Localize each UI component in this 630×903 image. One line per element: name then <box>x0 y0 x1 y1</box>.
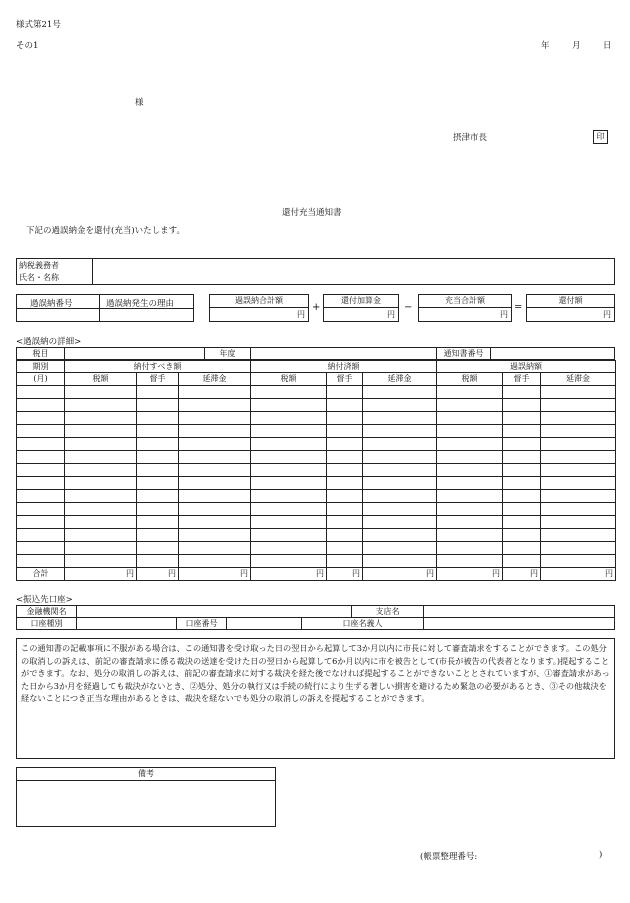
col-delay: 延滞金 <box>179 373 251 386</box>
detail-cell[interactable] <box>541 412 616 425</box>
detail-cell[interactable] <box>541 451 616 464</box>
equals-sign: = <box>514 302 523 313</box>
detail-cell[interactable] <box>541 399 616 412</box>
detail-row <box>17 386 616 399</box>
total-cell: 円 <box>327 568 363 581</box>
detail-cell[interactable] <box>179 477 251 490</box>
detail-cell[interactable] <box>17 516 65 529</box>
total-cell: 円 <box>179 568 251 581</box>
detail-cell[interactable] <box>65 386 137 399</box>
detail-cell[interactable] <box>65 438 137 451</box>
ledger-number-label: (帳票整理番号: <box>420 852 478 862</box>
detail-cell[interactable] <box>437 516 503 529</box>
detail-cell[interactable] <box>137 425 179 438</box>
detail-cell[interactable] <box>65 412 137 425</box>
detail-cell[interactable] <box>251 464 327 477</box>
detail-cell[interactable] <box>251 529 327 542</box>
detail-cell[interactable] <box>437 529 503 542</box>
detail-cell[interactable] <box>363 438 437 451</box>
detail-row <box>17 412 616 425</box>
branch-label: 支店名 <box>352 606 424 618</box>
detail-cell[interactable] <box>503 425 541 438</box>
detail-cell[interactable] <box>503 490 541 503</box>
detail-cell[interactable] <box>137 503 179 516</box>
detail-cell[interactable] <box>251 555 327 568</box>
overpay-total-box <box>209 294 309 322</box>
detail-cell[interactable] <box>17 451 65 464</box>
detail-cell[interactable] <box>179 386 251 399</box>
detail-cell[interactable] <box>363 490 437 503</box>
account-holder-label: 口座名義人 <box>302 618 424 630</box>
detail-cell[interactable] <box>437 399 503 412</box>
intro-text: 下記の過誤納金を還付(充当)いたします。 <box>26 226 185 236</box>
institution-label: 金融機関名 <box>17 606 77 618</box>
detail-cell[interactable] <box>327 399 363 412</box>
detail-cell[interactable] <box>17 464 65 477</box>
detail-cell[interactable] <box>541 386 616 399</box>
detail-cell[interactable] <box>363 412 437 425</box>
detail-row <box>17 516 616 529</box>
detail-cell[interactable] <box>137 477 179 490</box>
detail-cell[interactable] <box>17 399 65 412</box>
refund-addition-box <box>323 294 399 322</box>
detail-cell[interactable] <box>541 503 616 516</box>
detail-cell[interactable] <box>363 555 437 568</box>
month-label: (月) <box>17 373 65 386</box>
detail-cell[interactable] <box>137 464 179 477</box>
detail-cell[interactable] <box>179 542 251 555</box>
detail-cell[interactable] <box>251 425 327 438</box>
detail-cell[interactable] <box>65 529 137 542</box>
detail-cell[interactable] <box>437 464 503 477</box>
detail-cell[interactable] <box>437 451 503 464</box>
form-number: 様式第21号 <box>16 20 61 30</box>
detail-row <box>17 477 616 490</box>
detail-cell[interactable] <box>179 490 251 503</box>
detail-row <box>17 503 616 516</box>
sub-number: その1 <box>16 41 39 51</box>
col-demand: 督手 <box>503 373 541 386</box>
col-delay: 延滞金 <box>363 373 437 386</box>
detail-cell[interactable] <box>541 477 616 490</box>
detail-row <box>17 542 616 555</box>
detail-cell[interactable] <box>363 529 437 542</box>
detail-cell[interactable] <box>137 529 179 542</box>
detail-cell[interactable] <box>251 438 327 451</box>
notice-number-field[interactable] <box>491 348 615 360</box>
detail-cell[interactable] <box>137 451 179 464</box>
detail-cell[interactable] <box>503 477 541 490</box>
detail-cell[interactable] <box>179 464 251 477</box>
detail-cell[interactable] <box>137 399 179 412</box>
detail-cell[interactable] <box>541 425 616 438</box>
detail-cell[interactable] <box>17 386 65 399</box>
detail-cell[interactable] <box>327 386 363 399</box>
total-cell: 円 <box>65 568 137 581</box>
detail-cell[interactable] <box>541 542 616 555</box>
detail-cell[interactable] <box>17 477 65 490</box>
detail-cell[interactable] <box>179 399 251 412</box>
detail-cell[interactable] <box>437 386 503 399</box>
col-demand: 督手 <box>327 373 363 386</box>
detail-cell[interactable] <box>327 516 363 529</box>
detail-cell[interactable] <box>137 490 179 503</box>
detail-cell[interactable] <box>363 399 437 412</box>
detail-cell[interactable] <box>137 555 179 568</box>
account-number-field[interactable] <box>227 618 302 630</box>
col-demand: 督手 <box>137 373 179 386</box>
detail-cell[interactable] <box>179 555 251 568</box>
details-section-title: <過誤納の詳細> <box>16 337 82 347</box>
detail-cell[interactable] <box>179 516 251 529</box>
details-table <box>16 360 616 581</box>
remarks-label: 備考 <box>17 768 275 781</box>
total-cell: 円 <box>251 568 327 581</box>
total-label: 合計 <box>17 568 65 581</box>
detail-cell[interactable] <box>437 555 503 568</box>
detail-cell[interactable] <box>363 503 437 516</box>
detail-cell[interactable] <box>65 516 137 529</box>
detail-cell[interactable] <box>65 399 137 412</box>
account-number-label: 口座番号 <box>177 618 227 630</box>
account-type-field[interactable] <box>77 618 177 630</box>
appropriation-total-label: 充当合計額 <box>419 295 511 308</box>
overpay-total-label: 過誤納合計額 <box>210 295 308 308</box>
details-header-table <box>16 347 615 360</box>
date-day: 日 <box>603 41 612 51</box>
yen-unit: 円 <box>297 310 305 319</box>
detail-cell[interactable] <box>327 451 363 464</box>
group-paid-label: 納付済額 <box>251 361 437 373</box>
account-type-label: 口座種別 <box>17 618 77 630</box>
detail-cell[interactable] <box>541 464 616 477</box>
detail-cell[interactable] <box>137 412 179 425</box>
detail-cell[interactable] <box>437 490 503 503</box>
detail-row <box>17 529 616 542</box>
detail-cell[interactable] <box>327 555 363 568</box>
appeal-notice: この通知書の記載事項に不服がある場合は、この通知書を受け取った日の翌日から起算して3か月以内に市長に対して審査請求をすることができます。この処分の取消しの訴えは、前記の審査請求に係る裁決の送達を受けた日の翌日から起算して6か月以内に市を被告として(市長が被告の代表者となります。)提起することができます。なお、処分の取消しの訴えは、前記の審査請求に対する裁決を経た後でなければ提起することができないこととされていますが、①審査請求があった日から3か月を経過しても裁決がないとき、②処分、処分の執行又は手続の続行により生ずる著しい損害を避けるため緊急の必要があるとき、③その他裁決を経ないことにつき正当な理由があるときは、裁決を経ないでも処分の取消しの訴えを提起することができます。 <box>16 638 615 759</box>
detail-cell[interactable] <box>179 503 251 516</box>
remarks-box <box>16 767 276 827</box>
detail-cell[interactable] <box>137 438 179 451</box>
overpay-info-box <box>16 294 194 322</box>
detail-cell[interactable] <box>179 425 251 438</box>
bank-table <box>16 605 615 630</box>
detail-cell[interactable] <box>503 516 541 529</box>
detail-cell[interactable] <box>437 542 503 555</box>
detail-cell[interactable] <box>327 542 363 555</box>
col-tax: 税額 <box>251 373 327 386</box>
detail-cell[interactable] <box>541 490 616 503</box>
detail-cell[interactable] <box>17 438 65 451</box>
detail-cell[interactable] <box>137 516 179 529</box>
fiscal-year-label: 年度 <box>205 348 251 360</box>
detail-cell[interactable] <box>541 555 616 568</box>
detail-cell[interactable] <box>65 555 137 568</box>
detail-cell[interactable] <box>363 516 437 529</box>
ledger-number-close: ) <box>599 850 603 860</box>
taxpayer-table <box>16 258 615 285</box>
detail-cell[interactable] <box>251 399 327 412</box>
detail-cell[interactable] <box>17 555 65 568</box>
detail-cell[interactable] <box>503 399 541 412</box>
refund-amount-box <box>526 294 615 322</box>
tax-item-label: 税目 <box>17 348 65 360</box>
detail-cell[interactable] <box>503 464 541 477</box>
addressee-suffix: 様 <box>135 98 144 108</box>
total-cell: 円 <box>437 568 503 581</box>
detail-cell[interactable] <box>251 477 327 490</box>
total-cell: 円 <box>363 568 437 581</box>
minus-sign: − <box>404 302 413 313</box>
detail-cell[interactable] <box>327 412 363 425</box>
detail-cell[interactable] <box>251 412 327 425</box>
detail-cell[interactable] <box>17 503 65 516</box>
detail-cell[interactable] <box>65 451 137 464</box>
detail-cell[interactable] <box>179 451 251 464</box>
detail-row <box>17 464 616 477</box>
detail-cell[interactable] <box>437 477 503 490</box>
date-month: 月 <box>572 41 581 51</box>
detail-cell[interactable] <box>327 438 363 451</box>
detail-cell[interactable] <box>65 490 137 503</box>
detail-cell[interactable] <box>503 529 541 542</box>
detail-cell[interactable] <box>541 529 616 542</box>
detail-cell[interactable] <box>327 529 363 542</box>
detail-cell[interactable] <box>503 438 541 451</box>
detail-row <box>17 399 616 412</box>
detail-cell[interactable] <box>363 542 437 555</box>
detail-cell[interactable] <box>363 451 437 464</box>
detail-cell[interactable] <box>179 438 251 451</box>
detail-cell[interactable] <box>327 464 363 477</box>
col-tax: 税額 <box>65 373 137 386</box>
detail-cell[interactable] <box>503 542 541 555</box>
detail-cell[interactable] <box>327 503 363 516</box>
detail-cell[interactable] <box>251 386 327 399</box>
detail-cell[interactable] <box>327 490 363 503</box>
group-overpaid-label: 過誤納額 <box>437 361 616 373</box>
detail-cell[interactable] <box>17 425 65 438</box>
bank-section-title: <振込先口座> <box>16 595 73 605</box>
tax-item-field[interactable] <box>65 348 205 360</box>
detail-cell[interactable] <box>437 425 503 438</box>
detail-cell[interactable] <box>503 451 541 464</box>
detail-cell[interactable] <box>251 516 327 529</box>
date-year: 年 <box>541 41 550 51</box>
detail-row <box>17 438 616 451</box>
detail-cell[interactable] <box>179 412 251 425</box>
detail-cell[interactable] <box>327 425 363 438</box>
branch-field[interactable] <box>424 606 615 618</box>
col-tax: 税額 <box>437 373 503 386</box>
overpay-reason-label: 過誤納発生の理由 <box>106 299 175 309</box>
document-title: 還付充当通知書 <box>282 208 342 218</box>
detail-cell[interactable] <box>65 425 137 438</box>
detail-cell[interactable] <box>251 542 327 555</box>
detail-row <box>17 451 616 464</box>
detail-cell[interactable] <box>363 425 437 438</box>
detail-cell[interactable] <box>363 477 437 490</box>
detail-cell[interactable] <box>437 438 503 451</box>
period-label: 期別 <box>17 361 65 373</box>
taxpayer-label: 納税義務者 氏名・名称 <box>17 259 93 285</box>
group-due-label: 納付すべき額 <box>65 361 251 373</box>
detail-row <box>17 425 616 438</box>
overpay-number-label: 過誤納番号 <box>30 299 73 309</box>
detail-cell[interactable] <box>437 503 503 516</box>
refund-amount-label: 還付額 <box>527 295 614 308</box>
appropriation-total-box <box>418 294 512 322</box>
detail-cell[interactable] <box>327 477 363 490</box>
taxpayer-name-field[interactable] <box>93 259 615 285</box>
total-cell: 円 <box>541 568 616 581</box>
detail-cell[interactable] <box>363 464 437 477</box>
detail-cell[interactable] <box>65 464 137 477</box>
detail-cell[interactable] <box>503 386 541 399</box>
notice-number-label: 通知書番号 <box>437 348 491 360</box>
yen-unit: 円 <box>603 310 611 319</box>
issuer: 摂津市長 <box>453 133 488 143</box>
detail-row <box>17 555 616 568</box>
detail-cell[interactable] <box>17 529 65 542</box>
detail-cell[interactable] <box>541 516 616 529</box>
detail-cell[interactable] <box>503 503 541 516</box>
detail-cell[interactable] <box>17 542 65 555</box>
total-cell: 円 <box>503 568 541 581</box>
detail-cell[interactable] <box>17 412 65 425</box>
detail-cell[interactable] <box>65 477 137 490</box>
yen-unit: 円 <box>500 310 508 319</box>
detail-cell[interactable] <box>437 412 503 425</box>
institution-field[interactable] <box>77 606 352 618</box>
detail-cell[interactable] <box>65 542 137 555</box>
detail-cell[interactable] <box>503 555 541 568</box>
detail-cell[interactable] <box>179 529 251 542</box>
detail-row <box>17 490 616 503</box>
detail-cell[interactable] <box>17 490 65 503</box>
total-cell: 円 <box>137 568 179 581</box>
detail-cell[interactable] <box>251 451 327 464</box>
fiscal-year-field[interactable] <box>251 348 437 360</box>
detail-cell[interactable] <box>251 490 327 503</box>
detail-cell[interactable] <box>363 386 437 399</box>
detail-cell[interactable] <box>137 386 179 399</box>
account-holder-field[interactable] <box>424 618 615 630</box>
yen-unit: 円 <box>387 310 395 319</box>
refund-addition-label: 還付加算金 <box>324 295 398 308</box>
plus-sign: + <box>312 302 321 313</box>
detail-cell[interactable] <box>541 438 616 451</box>
col-delay: 延滞金 <box>541 373 616 386</box>
detail-cell[interactable] <box>251 503 327 516</box>
seal-mark: 印 <box>593 130 608 144</box>
detail-cell[interactable] <box>65 503 137 516</box>
detail-cell[interactable] <box>137 542 179 555</box>
detail-cell[interactable] <box>503 412 541 425</box>
